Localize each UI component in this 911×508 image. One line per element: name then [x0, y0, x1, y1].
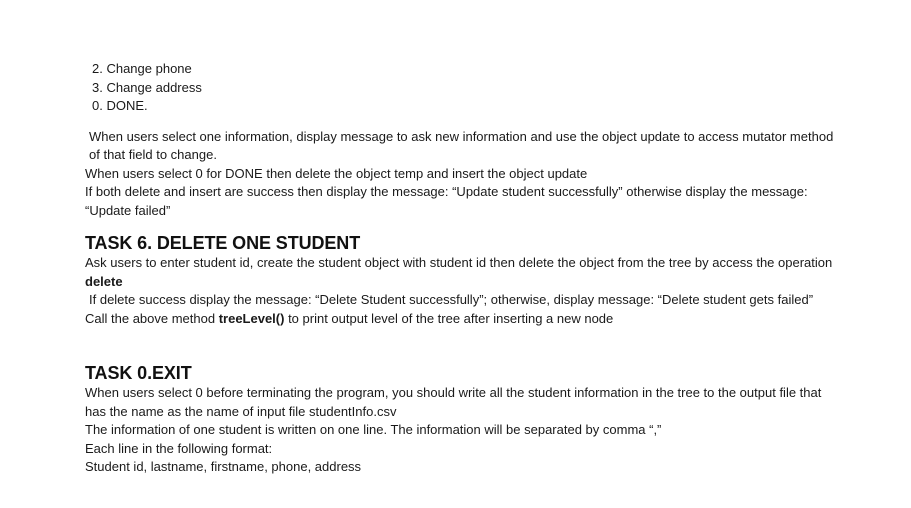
task0-paragraph-2: The information of one student is written on one line. The information will be separated by comma “,”	[85, 422, 662, 437]
task6-heading: TASK 6. DELETE ONE STUDENT	[85, 233, 361, 253]
task0-heading: TASK 0.EXIT	[85, 363, 192, 383]
section-spacer	[85, 328, 845, 362]
task0-paragraph-4: Student id, lastname, firstname, phone, address	[85, 459, 362, 474]
menu-item-done: 0. DONE.	[92, 98, 148, 113]
task6-paragraph-1	[85, 254, 845, 291]
update-paragraph-1: When users select one information, display message to ask new information and use the object update to access mutator method of that field to change.	[89, 128, 834, 162]
task6-delete-keyword: delete	[85, 273, 123, 289]
update-paragraph-2: When users select 0 for DONE then delete the object temp and insert the object update	[85, 165, 588, 181]
task6-treelevel-keyword: treeLevel()	[218, 310, 285, 326]
menu-item-change-address: 3. Change address	[92, 79, 202, 95]
task0-paragraph-3: Each line in the following format:	[85, 440, 273, 456]
task6-section	[85, 232, 845, 328]
task0-paragraph-1: When users select 0 before terminating the program, you should write all the student information in the tree to the output file that has the name as the name of input file studentInfo.csv	[85, 385, 822, 419]
task6-paragraph-3-after: to print output level of the tree after inserting a new node	[284, 310, 614, 326]
task6-paragraph-3-before: Call the above method	[85, 310, 219, 326]
update-menu-list	[92, 60, 845, 116]
menu-item-change-phone: 2. Change phone	[92, 61, 192, 76]
task0-section	[85, 362, 845, 477]
task6-paragraph-2: If delete success display the message: “Delete Student successfully”; otherwise, display message: “Delete student gets failed”	[89, 292, 814, 307]
task6-paragraph-1-text: Ask users to enter student id, create the student object with student id then delete the object from the tree by access the operation	[85, 255, 833, 270]
task6-paragraph-3	[85, 310, 845, 329]
document-page	[85, 60, 845, 477]
update-paragraph-3: If both delete and insert are success then display the message: “Update student successfully” otherwise display the message: “Update failed”	[85, 184, 808, 218]
